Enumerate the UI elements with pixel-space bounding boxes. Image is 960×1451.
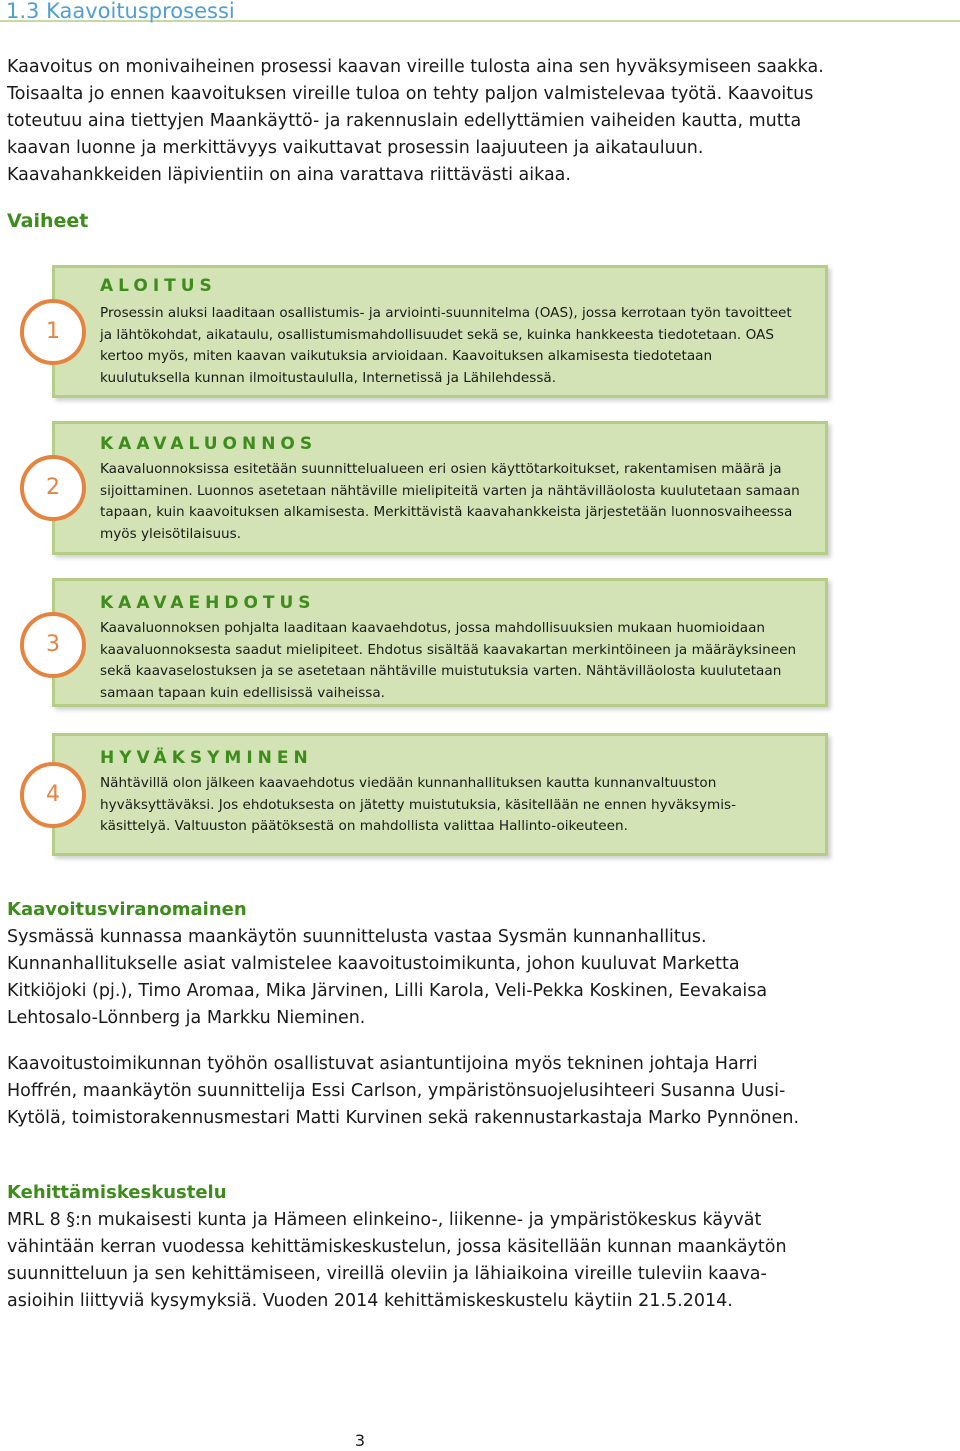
intro-paragraph: Kaavoitus on monivaiheinen prosessi kaavan vireille tulosta aina sen hyväksymiseen saakka. Toisaalta jo ennen kaavoituksen vireille tuloa on tehty paljon valmistelevaa työtä. Kaavoitus toteutuu aina tiettyjen Maankäyttö- ja rakennuslain edellyttämien vaiheiden kautta, mutta kaavan luonne ja merkittävyys vaikuttavat prosessin laajuuteen ja aikatauluun. Kaavahankkeiden läpivientiin on aina varattava riittävästi aikaa. [7,57,824,185]
development-paragraph: MRL 8 §:n mukaisesti kunta ja Hämeen elinkeino-, liikenne- ja ympäristökeskus käyvät vähintään kerran vuodessa kehittämiskeskustelun, jossa käsitellään kunnan maankäytön suunnitteluun ja sen kehittämiseen, vireillä oleviin ja lähiaikoina vireille tuleviin kaava-asioihin liittyviä kysymyksiä. Vuoden 2014 kehittämiskeskustelu käytiin 21.5.2014. [7,1210,787,1311]
phase-title: HYVÄKSYMINEN [100,748,313,768]
phase-number-1: 1 [20,299,86,365]
authority-paragraph-1: Sysmässä kunnassa maankäytön suunnittelusta vastaa Sysmän kunnanhallitus. Kunnanhallitukselle asiat valmistelee kaavoitustoimikunta, johon kuuluvat Marketta Kitkiöjoki (pj.), Timo Aromaa, Mika Järvinen, Lilli Karola, Veli-Pekka Koskinen, Eevakaisa Lehtosalo-Lönnberg ja Markku Nieminen. [7,927,768,1028]
page-number: 3 [354,1431,366,1450]
authority-heading: Kaavoitusviranomainen [7,899,247,920]
phases-heading: Vaiheet [7,210,89,232]
phase-box-3 [52,578,828,707]
phase-number-2: 2 [20,455,86,521]
phase-text: Nähtävillä olon jälkeen kaavaehdotus viedään kunnanhallituksen kautta kunnanvaltuuston hyväksyttäväksi. Jos ehdotuksesta on jätetty muistutuksia, käsitellään ne ennen hyväksymis-käsittelyä. Valtuuston päätöksestä on mahdollista valittaa Hallinto-oikeuteen. [100,775,737,834]
authority-paragraph-2: Kaavoitustoimikunnan työhön osallistuvat asiantuntijoina myös tekninen johtaja Harri Hoffrén, maankäytön suunnittelija Essi Carlson, ympäristönsuojelusihteeri Susanna Uusi-Kytölä, toimistorakennusmestari Matti Kurvinen sekä rakennustarkastaja Marko Pynnönen. [7,1054,800,1128]
phase-text: Kaavaluonnoksissa esitetään suunnittelualueen eri osien käyttötarkoitukset, rakentamisen määrä ja sijoittaminen. Luonnos asetetaan nähtäville mielipiteitä varten ja nähtävilläolosta kuulutetaan samaan tapaan, kuin kaavoituksen alkamisesta. Merkittävistä kaavahankkeista järjestetään luonnosvaiheessa myös yleisötilaisuus. [100,461,800,542]
development-heading: Kehittämiskeskustelu [7,1182,227,1203]
phase-box-4 [52,733,828,856]
phase-number-4: 4 [20,762,86,828]
phase-number-3: 3 [20,612,86,678]
phase-box-1 [52,265,828,398]
phase-title: ALOITUS [100,276,217,296]
phase-text: Prosessin aluksi laaditaan osallistumis- ja arviointi-suunnitelma (OAS), jossa kerrotaan työn tavoitteet ja lähtökohdat, aikataulu, osallistumismahdollisuudet sekä se, kuinka hankkeesta tiedotetaan. OAS kertoo myös, miten kaavan vaikutuksia arvioidaan. Kaavoituksen alkamisesta tiedotetaan kuulutuksella kunnan ilmoitustaululla, Internetissä ja Lähilehdessä. [100,305,792,386]
phase-box-2 [52,421,828,555]
phase-text: Kaavaluonnoksen pohjalta laaditaan kaavaehdotus, jossa mahdollisuuksien mukaan huomioidaan kaavaluonnoksesta saadut mielipiteet. Ehdotus sisältää kaavakartan merkintöineen ja määräyksineen sekä kaavaselostuksen ja se asetetaan nähtäville muistutuksia varten. Nähtävilläolosta kuulutetaan samaan tapaan kuin edellisissä vaiheissa. [100,620,797,701]
phase-title: KAAVAEHDOTUS [100,593,316,613]
phase-title: KAAVALUONNOS [100,434,318,454]
section-heading: 1.3 Kaavoitusprosessi [0,0,960,22]
